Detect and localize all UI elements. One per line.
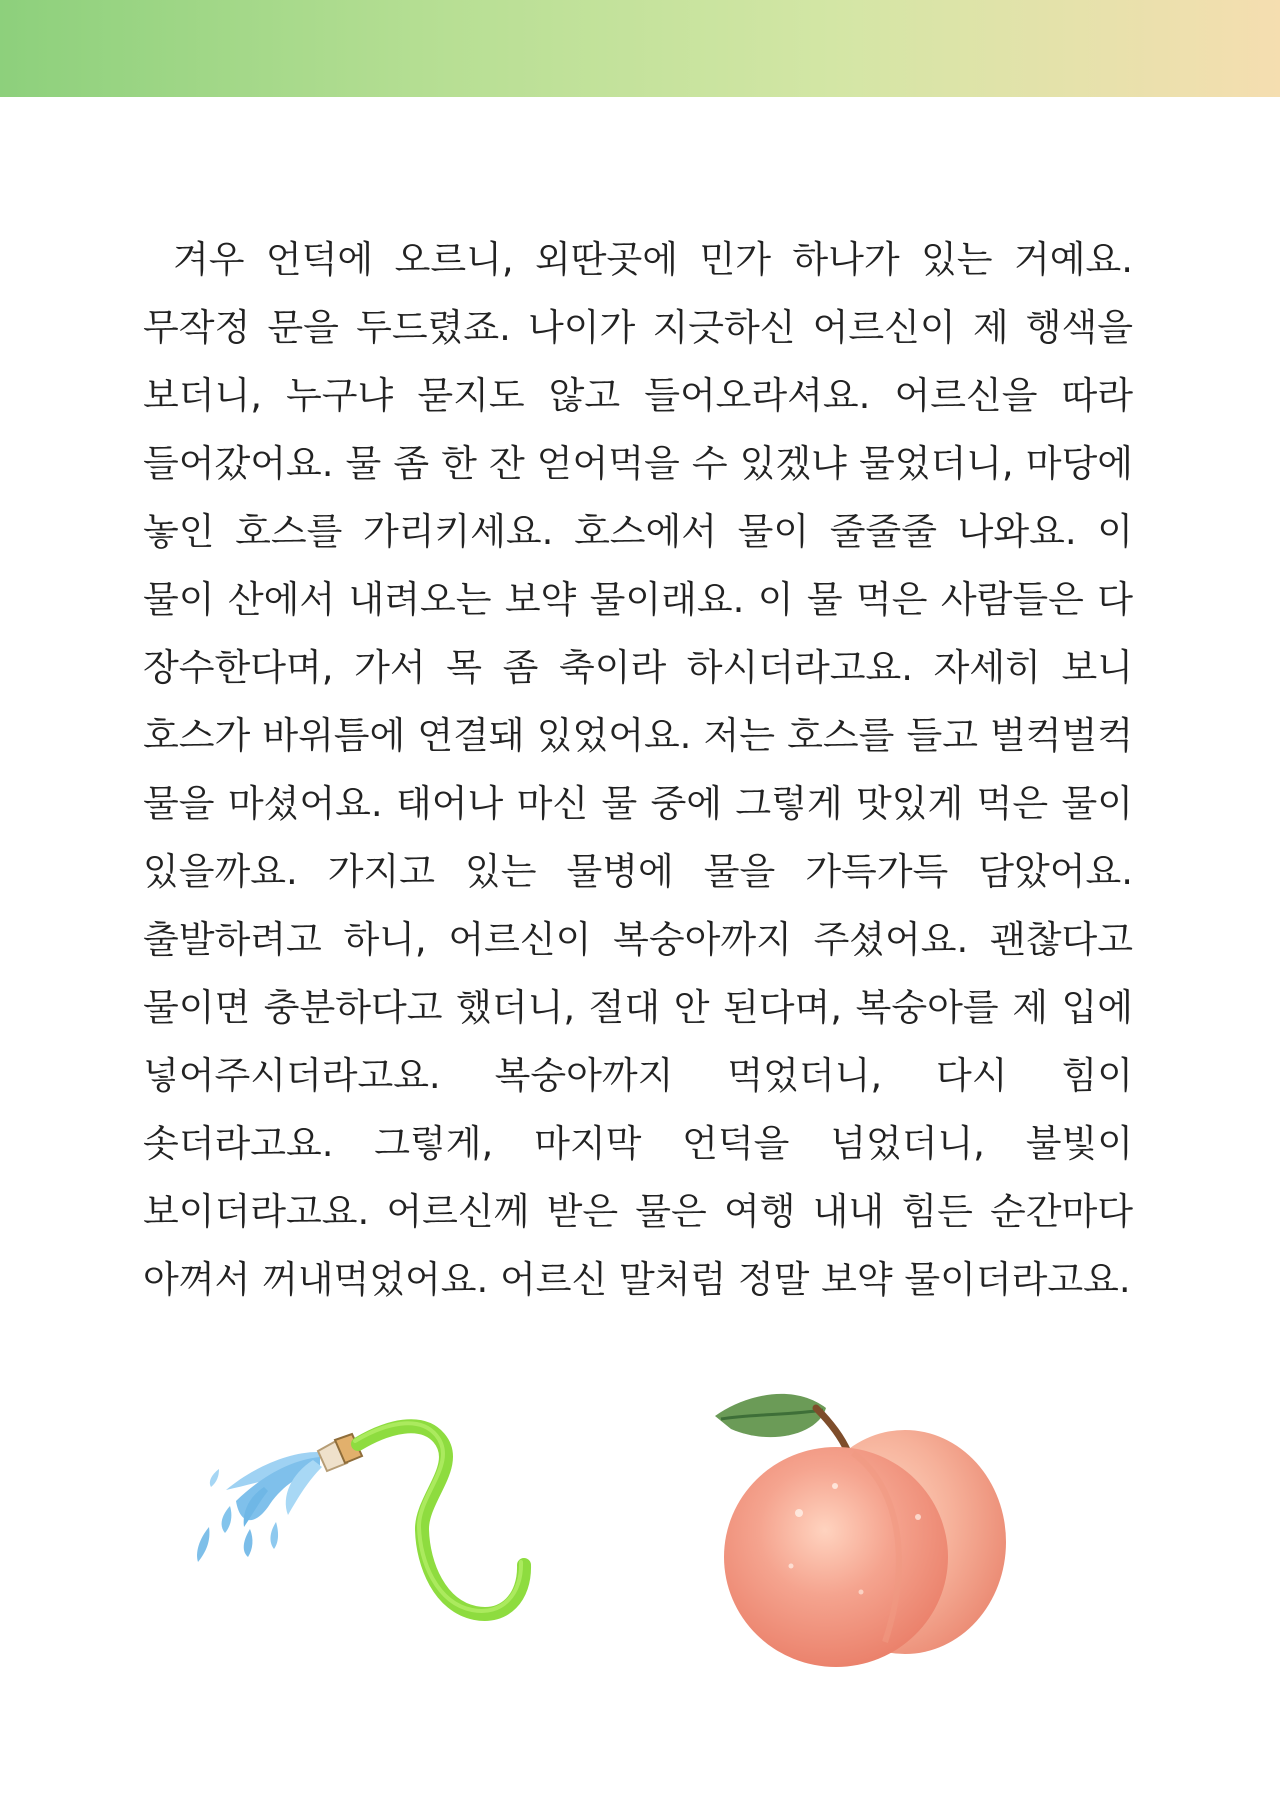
garden-hose-icon xyxy=(178,1405,578,1655)
water-spray-icon xyxy=(197,1452,322,1562)
header-gradient-band xyxy=(0,0,1280,97)
peach-body-left xyxy=(724,1447,948,1667)
story-paragraph: 겨우 언덕에 오르니, 외딴곳에 민가 하나가 있는 거예요. 무작정 문을 두드렸죠. 나이가 지긋하신 어르신이 제 행색을 보더니, 누구냐 묻지도 않고 들어오라셔요. 어르신을 따라 들어갔어요. 물 좀 한 잔 얻어먹을 수 있겠냐 물었더니, 마당에 놓인 호스를 가리키세요. 호스에서 물이 줄줄줄 나와요. 이 물이 산에서 내려오는 보약 물이래요. 이 물 먹은 사람들은 다 장수한다며, 가서 목 좀 축이라 하시더라고요. 자세히 보니 호스가 바위틈에 연결돼 있었어요. 저는 호스를 들고 벌컥벌컥 물을 마셨어요. 태어나 마신 물 중에 그렇게 맛있게 먹은 물이 있을까요. 가지고 있는 물병에 물을 가득가득 담았어요. 출발하려고 하니, 어르신이 복숭아까지 주셨어요. 괜찮다고 물이면 충분하다고 했더니, 절대 안 된다며, 복숭아를 제 입에 넣어주시더라고요. 복숭아까지 먹었더니, 다시 힘이 솟더라고요. 그렇게, 마지막 언덕을 넘었더니, 불빛이 보이더라고요. 어르신께 받은 물은 여행 내내 힘든 순간마다 아껴서 꺼내먹었어요. 어르신 말처럼 정말 보약 물이더라고요. xyxy=(143,238,1133,1301)
peach-stem xyxy=(816,1408,848,1452)
peach-icon xyxy=(715,1385,1015,1675)
